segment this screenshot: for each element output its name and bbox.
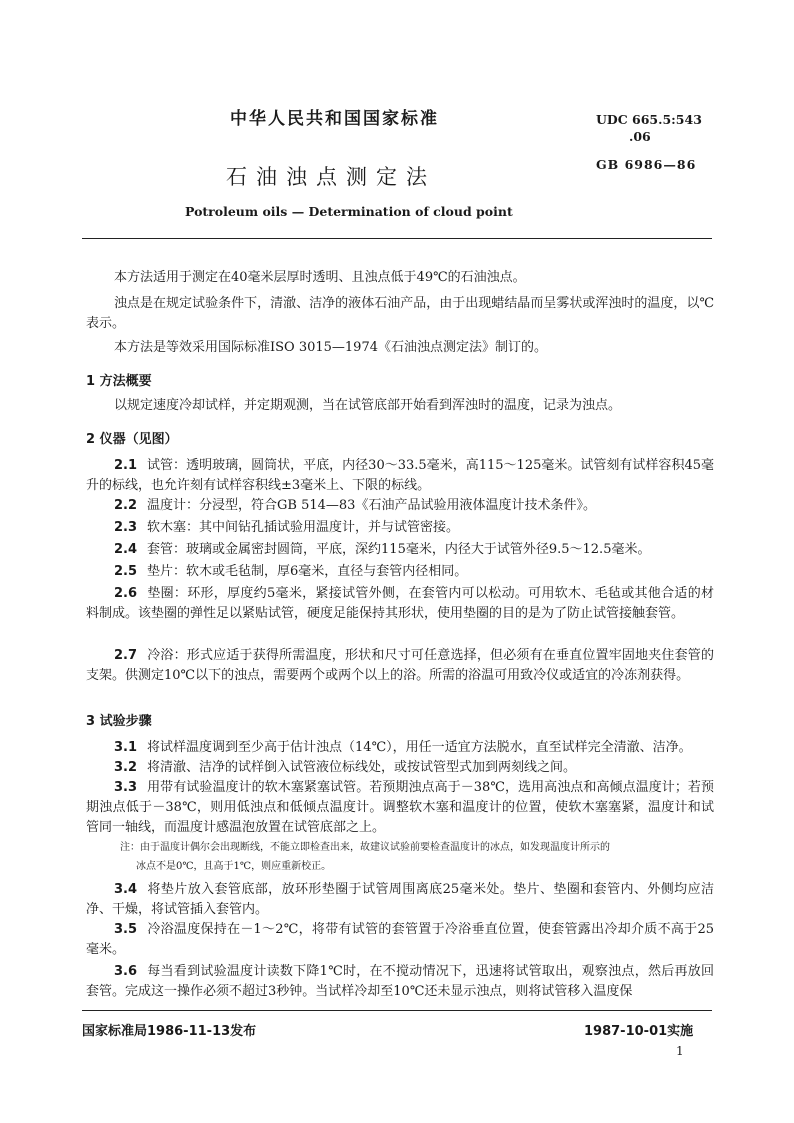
clause-item xyxy=(86,962,714,1002)
clause-number: 2.6 xyxy=(114,586,138,601)
udc-code: UDC 665.5:543 xyxy=(596,112,702,127)
clause-item xyxy=(86,646,714,686)
clause-number: 3.6 xyxy=(114,964,138,979)
note-line: 注：由于温度计偶尔会出现断线，不能立即检查出来，故建议试验前要检查温度计的冰点，如发现温度计所示的 xyxy=(120,842,610,853)
clause-text: 垫圈：环形，厚度约5毫米，紧接试管外侧，在套管内可以松动。可用软木、毛毡或其他合适的材料制成。该垫圈的弹性足以紧贴试管，硬度足能保持其形状，使用垫圈的目的是为了防止试管接触套管。 xyxy=(86,586,714,621)
clause-item xyxy=(86,920,714,960)
clause-text: 冷浴：形式应适于获得所需温度，形状和尺寸可任意选择，但必须有在垂直位置牢固地夹住套管的支架。供测定10℃以下的浊点，需要两个或两个以上的浴。所需的浴温可用致冷仪或适宜的冷冻剂获得。 xyxy=(86,648,714,683)
clause-text: 试管：透明玻璃，圆筒状，平底，内径30～33.5毫米，高115～125毫米。试管刻有试样容积45毫升的标线，也允许刻有试样容积线±3毫米上、下限的标线。 xyxy=(86,458,714,493)
clause-number: 2.7 xyxy=(114,648,138,663)
clause-text: 垫片：软木或毛毡制，厚6毫米，直径与套管内径相同。 xyxy=(147,564,468,579)
clause-number: 3.1 xyxy=(114,740,138,755)
header-divider xyxy=(82,238,712,239)
standard-org-title: 中华人民共和国国家标准 xyxy=(230,109,439,129)
clause-item xyxy=(86,880,714,920)
clause-text: 每当看到试验温度计读数下降1℃时，在不搅动情况下，迅速将试管取出，观察浊点，然后再放回套管。完成这一操作必须不超过3秒钟。当试样冷却至10℃还未显示浊点，则将试管移入温度保 xyxy=(86,964,714,999)
clause-text: 冷浴温度保持在－1～2℃，将带有试管的套管置于冷浴垂直位置，使套管露出冷却介质不高于25毫米。 xyxy=(86,922,714,957)
footer-divider xyxy=(82,1010,712,1011)
clause-text: 将试样温度调到至少高于估计浊点（14℃），用任一适宜方法脱水，直至试样完全清澈、洁净。 xyxy=(147,740,692,755)
section-heading: 3 试验步骤 xyxy=(86,714,152,729)
intro-paragraph: 本方法适用于测定在40毫米层厚时透明、且浊点低于49℃的石油浊点。 xyxy=(114,270,526,285)
clause-text: 将垫片放入套管底部，放环形垫圈于试管周围离底25毫米处。垫片、垫圈和套管内、外侧均应洁净、干燥，将试管插入套管内。 xyxy=(86,882,714,917)
intro-paragraph: 本方法是等效采用国际标准ISO 3015—1974《石油浊点测定法》制订的。 xyxy=(114,340,547,355)
clause-item xyxy=(86,562,714,582)
page-number: 1 xyxy=(676,1044,684,1058)
clause-item xyxy=(86,496,714,516)
clause-number: 2.3 xyxy=(114,520,138,535)
section-heading: 1 方法概要 xyxy=(86,374,152,389)
clause-item xyxy=(86,758,714,778)
udc-code-suffix: .06 xyxy=(629,129,651,144)
section-heading: 2 仪器（见图） xyxy=(86,432,178,447)
clause-number: 3.2 xyxy=(114,760,138,775)
note-line: 冰点不是0℃，且高于1℃，则应重新校正。 xyxy=(136,861,332,872)
document-title: 石油浊点测定法 xyxy=(226,165,436,189)
english-title: Potroleum oils — Determination of cloud point xyxy=(185,204,513,219)
clause-number: 2.2 xyxy=(114,498,138,513)
clause-item xyxy=(86,456,714,496)
issue-date: 国家标准局1986-11-13发布 xyxy=(82,1024,257,1039)
clause-text: 软木塞：其中间钻孔插试验用温度计，并与试管密接。 xyxy=(147,520,460,535)
gb-standard-number: GB 6986—86 xyxy=(596,157,697,172)
effective-date: 1987-10-01实施 xyxy=(584,1024,694,1039)
clause-item xyxy=(86,518,714,538)
clause-number: 2.4 xyxy=(114,542,138,557)
intro-paragraph: 浊点是在规定试验条件下，清澈、洁净的液体石油产品，由于出现蜡结晶而呈雾状或浑浊时的温度，以℃表示。 xyxy=(86,296,714,331)
section-paragraph: 以规定速度冷却试样，并定期观测，当在试管底部开始看到浑浊时的温度，记录为浊点。 xyxy=(114,398,622,413)
clause-number: 3.5 xyxy=(114,922,138,937)
clause-text: 用带有试验温度计的软木塞紧塞试管。若预期浊点高于－38℃，选用高浊点和高倾点温度计；若预期浊点低于－38℃，则用低浊点和低倾点温度计。调整软木塞和温度计的位置，使软木塞塞紧，温度计和试管同一轴线，而温度计感温泡放置在试管底部之上。 xyxy=(86,780,714,835)
clause-text: 套管：玻璃或金属密封圆筒，平底，深约115毫米，内径大于试管外径9.5～12.5毫米。 xyxy=(147,542,651,557)
clause-number: 2.5 xyxy=(114,564,138,579)
clause-number: 3.4 xyxy=(114,882,138,897)
clause-number: 2.1 xyxy=(114,458,138,473)
clause-item xyxy=(86,738,714,758)
clause-item xyxy=(86,584,714,624)
clause-item xyxy=(86,540,714,560)
clause-text: 将清澈、洁净的试样倒入试管液位标线处，或按试管型式加到两刻线之间。 xyxy=(147,760,577,775)
clause-number: 3.3 xyxy=(114,780,138,795)
clause-item xyxy=(86,778,714,838)
clause-text: 温度计：分浸型，符合GB 514—83《石油产品试验用液体温度计技术条件》。 xyxy=(147,498,596,513)
